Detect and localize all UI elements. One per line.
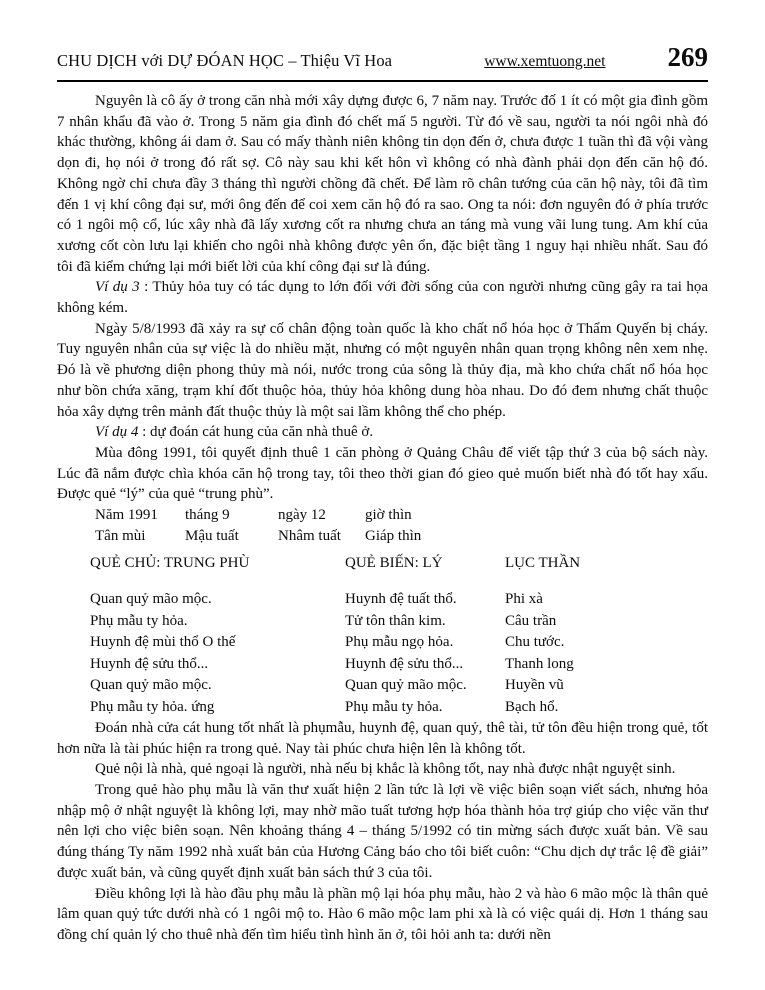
paragraph-judgement: Đoán nhà cửa cát hung tốt nhất là phụmẫu, huynh đệ, quan quỷ, thê tài, tử tôn đều hiện trong quẻ, tốt hơn nữa là tài phúc hiện ra trong quẻ. Nay tài phúc chưa hiện lên là không tốt. xyxy=(57,719,708,757)
changed-line: Tử tôn thân kim. xyxy=(345,612,446,629)
hexagram-row xyxy=(90,654,708,675)
header-divider xyxy=(57,80,708,82)
six-god: Bạch hổ. xyxy=(505,698,559,715)
date-table xyxy=(95,505,708,546)
hexagram-row xyxy=(90,675,708,696)
main-hexagram-title: QUẺ CHỦ: TRUNG PHÙ xyxy=(90,555,250,572)
changed-hexagram-title: QUẺ BIẾN: LÝ xyxy=(345,555,443,572)
stem-hour: Giáp thìn xyxy=(365,527,422,544)
changed-line: Phụ mẫu ngọ hỏa. xyxy=(345,634,454,651)
hexagram-row xyxy=(90,697,708,718)
stem-day: Nhâm tuất xyxy=(278,527,341,544)
six-gods-title: LỤC THẦN xyxy=(505,555,581,572)
page-header xyxy=(57,42,708,73)
six-god: Huyền vũ xyxy=(505,677,564,694)
date-month: tháng 9 xyxy=(185,507,230,524)
main-line: Phụ mẫu ty hỏa. ứng xyxy=(90,698,215,715)
paragraph-inner-outer: Quẻ nội là nhà, quẻ ngoại là người, nhà nếu bị khắc là không tốt, nay nhà được nhật nguyệt sinh. xyxy=(95,761,676,778)
stem-month: Mậu tuất xyxy=(185,527,239,544)
paragraph-intro: Nguyên là cô ấy ở trong căn nhà mới xây dựng được 6, 7 năm nay. Trước đố 1 ít có một gia đình gồm 7 nhân khẩu đã vào ở. Trong 5 năm gia đình đó chết mấ 5 người. Từ đó về sau, người ta nói ngôi nhà đó khác thường, không ái dam ở. Sau có mấy thành niên không tin dọn đến ở, chưa được 1 tuần thì đã vội vàng dọn đi, họ nói ở trong đó rất sợ. Cô này sau khi kết hôn vì không có nhà đành phải dọn đến căn hộ đó. Không ngờ chỉ chưa đầy 3 tháng thì người chồng đã chết. Để làm rõ chân tướng của căn hộ này, tôi đã tìm đến 1 vị khí công đại sư, mới ông đến để coi xem căn hộ đó ra sao. Ong ta nói: đơn nguyên đó ở phía trước có 1 ngôi mộ cổ, lúc xây nhà đã lấy xương cốt ra nhưng chưa an táng mà vung vãi lung tung. Am khí của xương cốt còn lưu lại khiến cho ngôi nhà không được yên ổn, đặc biệt tầng 1 nguy hại nhiều nhất. Sau đó tôi đã kiểm chứng lại mới biết lời của khí công đại sư là đúng. xyxy=(57,93,708,275)
paragraph-rental: Mùa đông 1991, tôi quyết định thuê 1 căn phòng ở Quảng Châu để viết tập thứ 3 của bộ sách này. Lúc đã nắm được chìa khóa căn hộ trong tay, tôi theo thời gian đó gieo quẻ muốn biết nhà đó tốt hay xấu. Được quẻ “lý” của quẻ “trung phù”. xyxy=(57,444,708,503)
hexagram-header-row xyxy=(90,553,708,574)
page-body xyxy=(57,91,708,946)
six-god: Câu trần xyxy=(505,612,557,629)
date-year: Năm 1991 xyxy=(95,507,158,524)
vidu4-label: Ví dụ 4 xyxy=(95,424,139,441)
main-line: Quan quỷ mão mộc. xyxy=(90,677,212,694)
main-line: Quan quỷ mão mộc. xyxy=(90,591,212,608)
site-url: www.xemtuong.net xyxy=(484,53,606,70)
vidu3-text: : Thủy hỏa tuy có tác dụng to lớn đối với đời sống của con người nhưng cũng gây ra tai họa không kém. xyxy=(57,279,708,317)
paragraph-vidu3 xyxy=(57,277,708,318)
stem-year: Tân mùi xyxy=(95,527,146,544)
vidu3-label: Ví dụ 3 xyxy=(95,279,140,296)
paragraph-explosion: Ngày 5/8/1993 đã xảy ra sự cố chân động toàn quốc là kho chất nổ hóa học ở Thẩm Quyến bị cháy. Tuy nguyên nhân của sự việc là do nhiều mặt, nhưng có một nguyên nhân quan trọng không nên xem nhẹ. Đó là về phương diện phong thủy mà nói, nước trong của sông là thủy địa, mà kho chứa chất nổ hóa học như bồn chứa xăng, trạm khí đốt thuộc hỏa, thủy hỏa không dung hòa nhau. Do đó đem nhưng chất thuộc hỏa xây dựng trên mảnh đất thuộc thủy là một sai lầm không thể cho phép. xyxy=(57,320,708,420)
changed-line: Quan quỷ mão mộc. xyxy=(345,677,467,694)
hexagram-row xyxy=(90,611,708,632)
hexagram-table xyxy=(90,553,708,717)
changed-line: Huynh đệ tuất thổ. xyxy=(345,591,457,608)
paragraph-unfavorable: Điều không lợi là hào đầu phụ mẫu là phần mộ lại hóa phụ mẫu, hào 2 và hào 6 mão mộc là thân quẻ lâm quan quỷ tức dưới nhà có 1 ngôi mộ to. Hào 6 mão mộc lam phi xà là có việc quái dị. Hơn 1 tháng sau đồng chí quản lý cho thuê nhà đến tìm hiểu tình hình ăn ở, tôi hỏi anh ta: dưới nền xyxy=(57,885,708,943)
date-day: ngày 12 xyxy=(278,507,326,524)
page-number: 269 xyxy=(667,42,708,72)
changed-line: Huynh đệ sửu thổ... xyxy=(345,655,464,672)
date-row xyxy=(95,505,708,526)
paragraph-vidu4 xyxy=(57,422,708,443)
changed-line: Phụ mẫu ty hỏa. xyxy=(345,698,443,715)
six-god: Thanh long xyxy=(505,655,574,672)
hexagram-row xyxy=(90,589,708,610)
main-line: Huynh đệ mùi thổ O thế xyxy=(90,634,236,651)
date-row xyxy=(95,526,708,547)
six-god: Chu tước. xyxy=(505,634,565,651)
paragraph-publishing: Trong quẻ hào phụ mẫu là văn thư xuất hiện 2 lần tức là lợi về việc biên soạn viết sách, nhưng hỏa nhập mộ ở nhật nguyệt là không lợi, may nhờ mão tuất tương hợp hóa thành hỏa trợ giúp cho việc văn thư nên lợi cho việc biên soạn. Nên khoảng tháng 4 – tháng 5/1992 có tin mừng sách được xuất bản. Về sau đúng tháng Ty năm 1992 nhà xuất bản của Hương Cảng báo cho tôi biết cuôn: “Chu dịch dự trắc lệ đề giải” được xuất bản, và cũng quyết định xuất bản sách thứ 3 của tôi. xyxy=(57,782,708,881)
hexagram-row xyxy=(90,632,708,653)
main-line: Huynh đệ sửu thổ... xyxy=(90,655,209,672)
vidu4-text: : dự đoán cát hung của căn nhà thuê ở. xyxy=(138,424,374,441)
six-god: Phi xà xyxy=(505,591,543,608)
book-title: CHU DỊCH với DỰ ĐÓAN HỌC – Thiệu Vĩ Hoa xyxy=(57,51,393,70)
main-line: Phụ mẫu ty hỏa. xyxy=(90,612,188,629)
date-hour: giờ thìn xyxy=(365,507,412,524)
